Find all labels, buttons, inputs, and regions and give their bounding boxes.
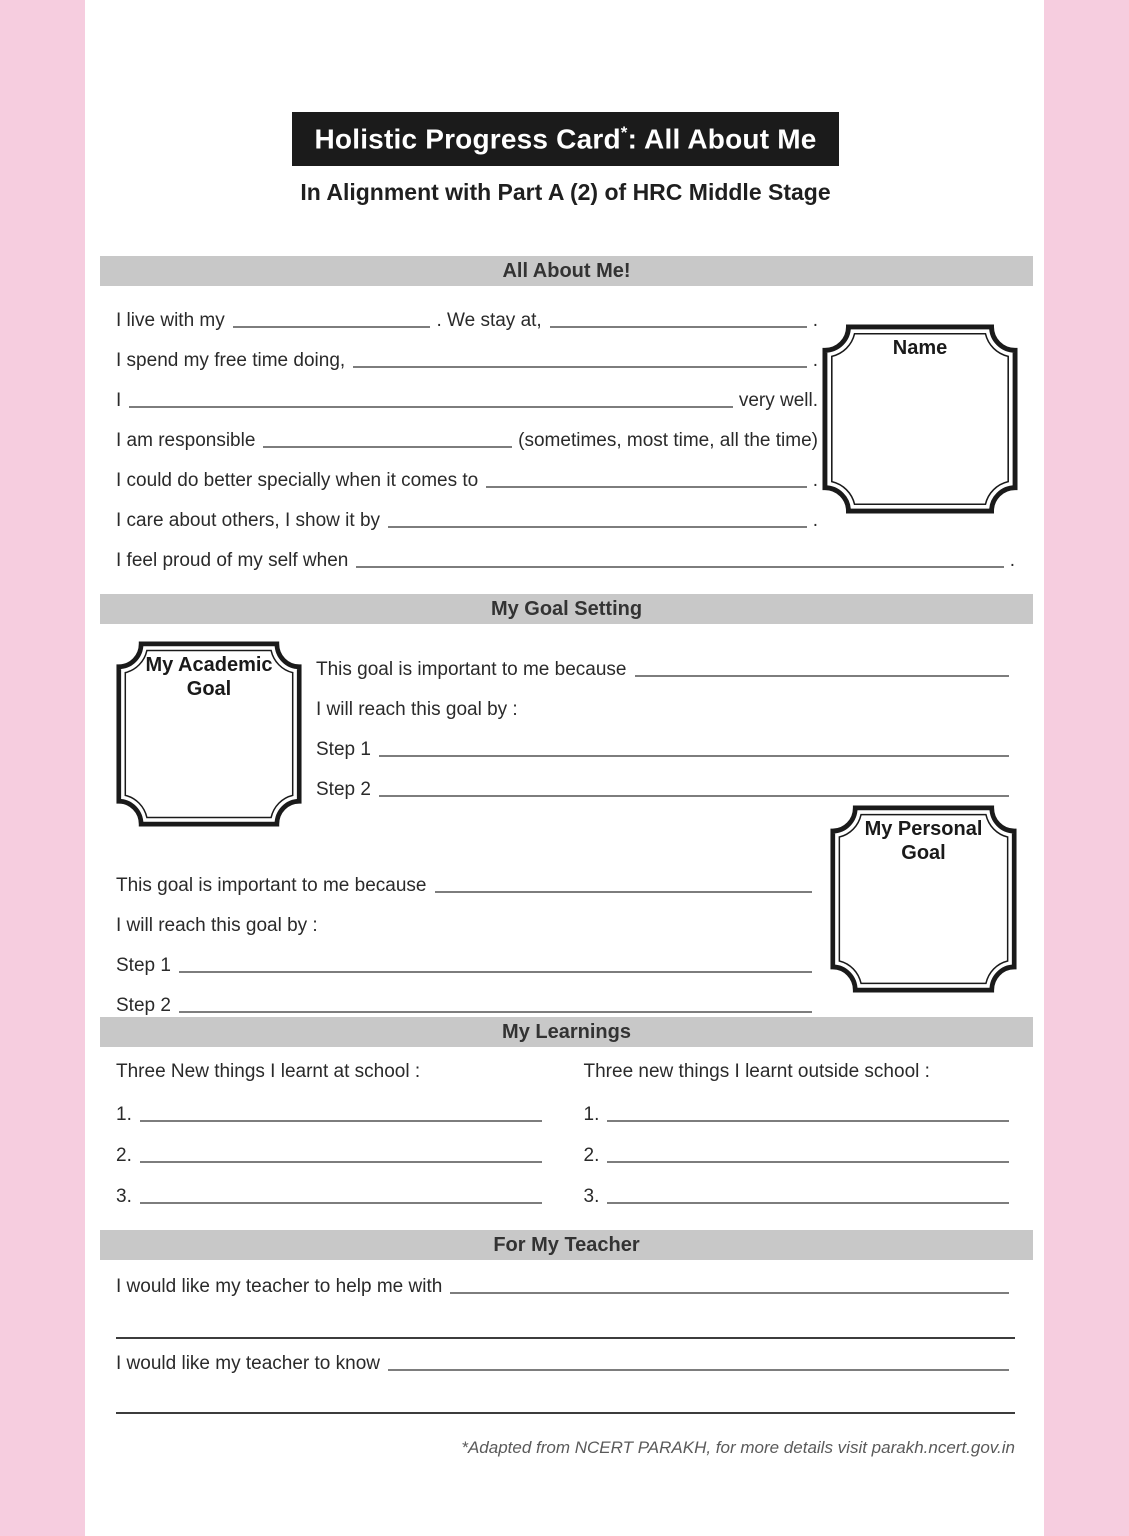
- academic-goal-box-label: My Academic Goal: [145, 654, 273, 700]
- line-label: I: [116, 390, 122, 412]
- line-label: I will reach this goal by :: [316, 699, 518, 721]
- title-main: Holistic Progress Card: [314, 123, 621, 155]
- form-row-proud: [116, 532, 1015, 572]
- line-label: .: [1009, 550, 1015, 572]
- form-row-teacher-know: [116, 1341, 1015, 1375]
- form-row-responsible: [116, 412, 818, 452]
- line-label: This goal is important to me because: [116, 875, 427, 897]
- document-subtitle: In Alignment with Part A (2) of HRC Middle Stage: [300, 179, 831, 206]
- item-number: 1.: [116, 1104, 132, 1126]
- item-number: 3.: [583, 1186, 600, 1208]
- section-all-about-me: [116, 256, 1015, 572]
- fill-in-blank: [179, 970, 812, 973]
- learnings-outside-heading: Three new things I learnt outside school :: [583, 1061, 930, 1083]
- learnings-columns: [116, 1061, 1015, 1208]
- fill-in-blank: [140, 1201, 542, 1204]
- fill-in-blank: [179, 1010, 812, 1013]
- personal-goal-box-label: My Personal Goal: [864, 818, 983, 864]
- learnings-item: [584, 1167, 1016, 1208]
- fill-in-blank: [379, 754, 1009, 757]
- line-label: very well.: [738, 390, 818, 412]
- item-number: 2.: [583, 1145, 600, 1167]
- form-row-step-1: [316, 721, 1015, 761]
- document-header: [116, 0, 1015, 206]
- form-row-very-well: [116, 372, 818, 412]
- fill-in-blank: [353, 365, 807, 368]
- form-row-goal-because: [316, 641, 1015, 681]
- fill-in-blank: [263, 445, 512, 448]
- form-row-step-1: [116, 937, 818, 977]
- learnings-item: [584, 1085, 1016, 1126]
- form-row-care-others: [116, 492, 818, 532]
- fill-in-blank: [388, 525, 807, 528]
- line-label: I will reach this goal by :: [116, 915, 318, 937]
- section-my-learnings: [116, 1017, 1015, 1208]
- form-row-live-with: [116, 292, 818, 332]
- form-row-step-2: [116, 977, 818, 1017]
- item-number: 3.: [116, 1186, 132, 1208]
- learnings-item: [584, 1126, 1016, 1167]
- line-label: I live with my: [116, 310, 225, 332]
- line-label: .: [812, 470, 818, 492]
- line-label: I feel proud of my self when: [116, 550, 349, 572]
- fill-in-blank: [607, 1119, 1009, 1122]
- fill-in-blank: [233, 325, 431, 328]
- learnings-outside-column: [584, 1061, 1016, 1208]
- title-rest: : All About Me: [627, 123, 817, 155]
- section-for-my-teacher: [116, 1230, 1015, 1414]
- line-label: .: [812, 310, 818, 332]
- line-label: I spend my free time doing,: [116, 350, 346, 372]
- section-header-my-learnings: My Learnings: [100, 1017, 1033, 1047]
- line-label: I would like my teacher to know: [116, 1353, 381, 1375]
- line-label: I care about others, I show it by: [116, 510, 381, 532]
- section-header-for-my-teacher: For My Teacher: [100, 1230, 1033, 1260]
- fill-in-blank: [140, 1119, 542, 1122]
- fill-in-line: [116, 1411, 1015, 1414]
- fill-in-line: [116, 1336, 1015, 1339]
- form-row-teacher-help: [116, 1264, 1015, 1298]
- document-page: [85, 0, 1044, 1536]
- fill-in-blank: [550, 325, 807, 328]
- section-goal-setting: [116, 594, 1015, 1017]
- learnings-school-column: [116, 1061, 548, 1208]
- section-header-all-about-me: All About Me!: [100, 256, 1033, 286]
- form-row-do-better: [116, 452, 818, 492]
- line-label: I would like my teacher to help me with: [116, 1276, 443, 1298]
- fill-in-blank: [140, 1160, 542, 1163]
- learnings-item: [116, 1126, 548, 1167]
- fill-in-blank: [356, 565, 1003, 568]
- fill-in-blank: [486, 485, 806, 488]
- learnings-school-heading: Three New things I learnt at school :: [116, 1061, 421, 1083]
- line-label: This goal is important to me because: [316, 659, 627, 681]
- name-box-label: Name: [892, 337, 948, 360]
- personal-goal-box: [830, 805, 1017, 993]
- fill-in-blank: [379, 794, 1009, 797]
- line-label: . We stay at,: [436, 310, 542, 332]
- line-label: Step 2: [116, 995, 171, 1017]
- title-bar: [292, 112, 838, 166]
- item-number: 1.: [583, 1104, 600, 1126]
- title-asterisk: *: [620, 123, 628, 142]
- fill-in-blank: [388, 1368, 1009, 1371]
- footer-attribution: *Adapted from NCERT PARAKH, for more details visit parakh.ncert.gov.in: [461, 1438, 1015, 1458]
- line-label: .: [812, 510, 818, 532]
- fill-in-blank: [635, 674, 1010, 677]
- form-row-goal-reach: [316, 681, 1015, 721]
- form-row-free-time: [116, 332, 818, 372]
- fill-in-blank: [607, 1160, 1009, 1163]
- fill-in-blank: [607, 1201, 1009, 1204]
- form-row-goal-reach: [116, 897, 818, 937]
- academic-goal-box: [116, 641, 302, 827]
- academic-goal-block: [116, 641, 1015, 827]
- form-row-goal-because: [116, 857, 818, 897]
- fill-in-blank: [450, 1291, 1009, 1294]
- learnings-item: [116, 1167, 548, 1208]
- form-row-step-2: [316, 761, 1015, 801]
- line-label: .: [812, 350, 818, 372]
- line-label: Step 1: [316, 739, 371, 761]
- line-label: (sometimes, most time, all the time): [518, 430, 818, 452]
- fill-in-blank: [435, 890, 813, 893]
- line-label: Step 2: [316, 779, 371, 801]
- learnings-item: [116, 1085, 548, 1126]
- line-label: I could do better specially when it comes to: [116, 470, 479, 492]
- section-header-goal-setting: My Goal Setting: [100, 594, 1033, 624]
- line-label: Step 1: [116, 955, 171, 977]
- academic-goal-rows: [316, 641, 1015, 827]
- name-box: [822, 324, 1018, 514]
- line-label: I am responsible: [116, 430, 256, 452]
- item-number: 2.: [116, 1145, 132, 1167]
- fill-in-blank: [129, 405, 733, 408]
